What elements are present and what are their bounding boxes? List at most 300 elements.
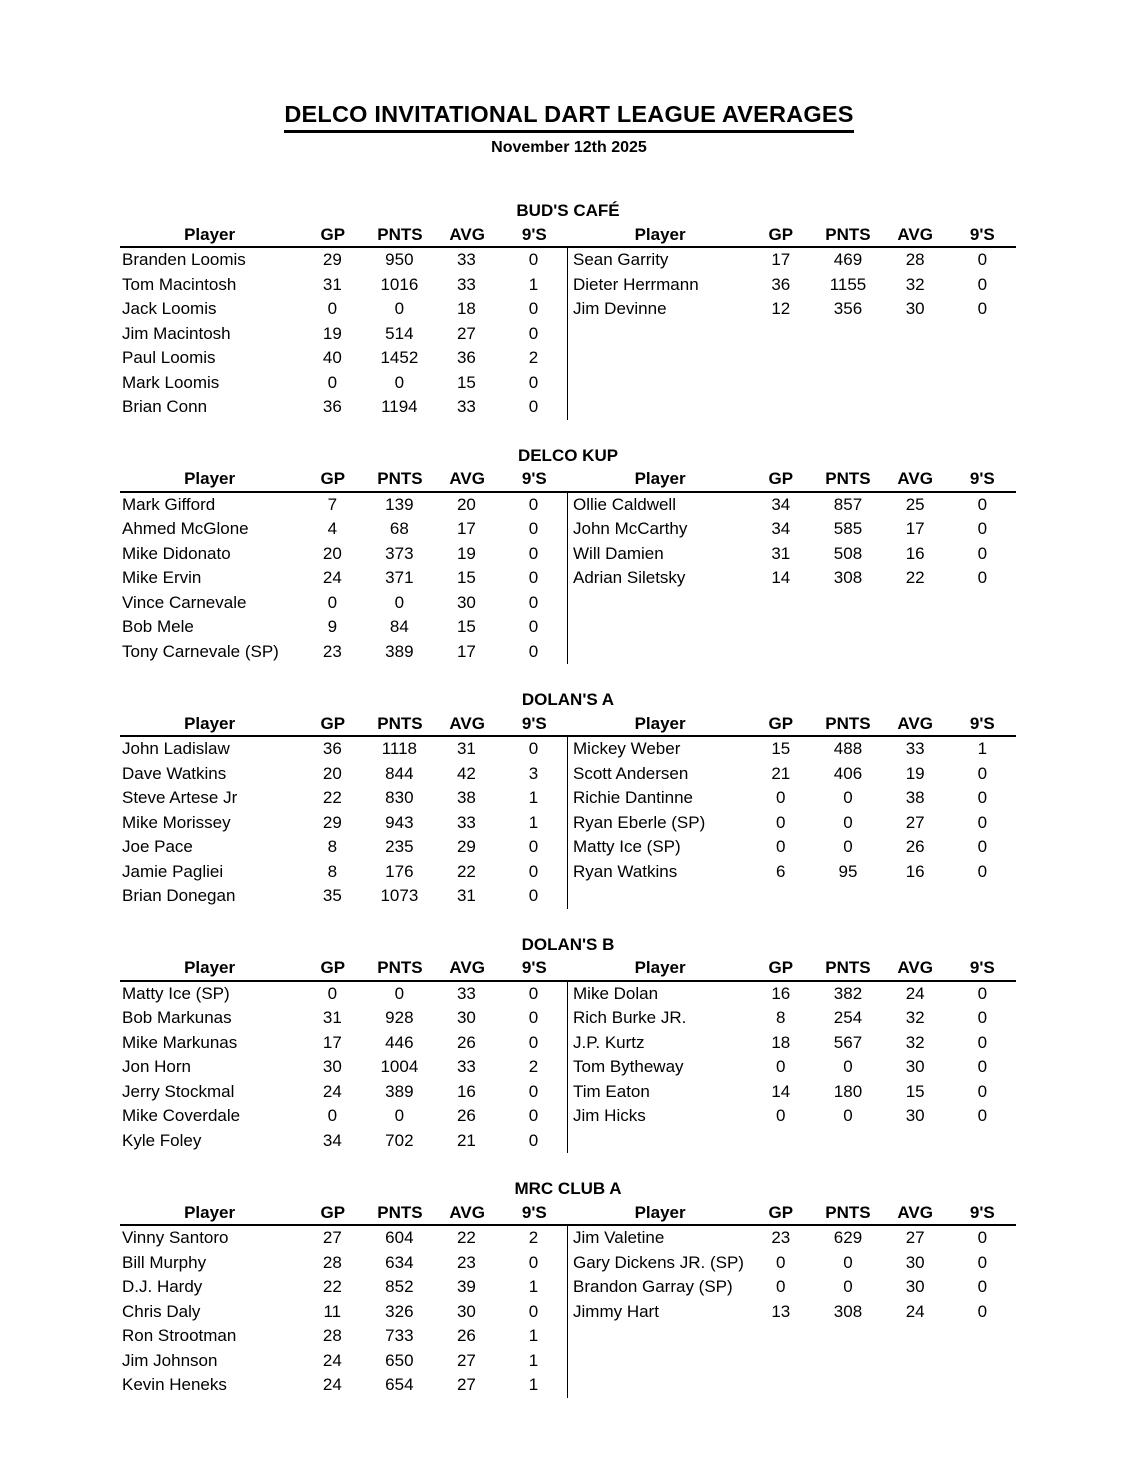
table-row: [120, 493, 567, 518]
column-header: Player: [184, 713, 236, 733]
stat-cell: 14: [771, 1081, 791, 1101]
stat-cell: 0: [327, 299, 338, 318]
stat-cell: 16: [771, 983, 791, 1003]
column-header: PNTS: [377, 958, 423, 977]
player-name-cell: Dieter Herrmann: [573, 274, 699, 294]
player-name-cell: Bill Murphy: [122, 1252, 207, 1272]
stat-cell: 38: [456, 788, 476, 807]
column-header: Player: [634, 469, 686, 488]
stat-cell: 2: [528, 1057, 539, 1076]
stat-cell: 0: [528, 983, 539, 1003]
table-row: [568, 1055, 1016, 1080]
table-row: [568, 786, 1016, 811]
table-row: [120, 884, 567, 909]
table-row: [568, 982, 1016, 1007]
stat-cell: 30: [905, 1106, 925, 1125]
stat-cell: 382: [833, 983, 863, 1003]
stat-cell: 389: [385, 641, 414, 661]
table-rows: [120, 248, 568, 420]
stat-cell: 928: [385, 1008, 414, 1027]
stat-cell: 446: [385, 1032, 414, 1052]
stat-cell: 25: [905, 494, 925, 514]
stat-cell: 27: [905, 812, 925, 832]
stat-cell: 6: [776, 861, 786, 881]
table-row: [120, 1055, 567, 1080]
stat-cell: 31: [771, 543, 791, 563]
table-row: [568, 297, 1016, 322]
table-row: [568, 811, 1016, 836]
player-name-cell: Dave Watkins: [122, 763, 227, 783]
stat-cell: 0: [776, 1106, 786, 1125]
stat-cell: 30: [905, 1277, 925, 1296]
table-row: [568, 737, 1016, 762]
stat-cell: 68: [389, 519, 409, 538]
table-row: [120, 737, 567, 762]
stat-cell: 26: [456, 1032, 476, 1052]
stat-cell: 29: [322, 812, 342, 832]
column-header: PNTS: [825, 958, 871, 977]
table-rows: [120, 737, 568, 909]
table-row: [120, 273, 567, 298]
column-header-row: [120, 468, 568, 493]
stat-cell: 17: [456, 519, 476, 538]
stat-cell: 0: [528, 1008, 539, 1027]
stat-cell: 0: [977, 861, 988, 881]
stat-cell: 26: [456, 1326, 476, 1345]
stat-cell: 33: [456, 250, 476, 269]
stat-cell: 39: [456, 1277, 476, 1296]
column-header: 9'S: [969, 958, 995, 977]
table-row: [568, 248, 1016, 273]
table-row: [120, 762, 567, 787]
stat-cell: 254: [833, 1008, 863, 1027]
player-name-cell: Sean Garrity: [573, 250, 669, 269]
stat-cell: 326: [385, 1301, 414, 1321]
player-name-cell: Jerry Stockmal: [122, 1081, 235, 1101]
stat-cell: 0: [776, 812, 786, 832]
stat-cell: 2: [528, 348, 539, 367]
player-name-cell: Chris Daly: [122, 1301, 201, 1321]
player-name-cell: Jim Johnson: [122, 1350, 218, 1370]
stat-cell: 2: [528, 1228, 539, 1247]
stat-cell: 32: [905, 274, 925, 294]
player-name-cell: Jon Horn: [122, 1057, 191, 1076]
player-name-cell: Kevin Heneks: [122, 1375, 227, 1394]
column-header: Player: [634, 1202, 686, 1222]
table-row: [568, 1251, 1016, 1276]
stat-cell: 16: [905, 543, 925, 563]
section-title: MRC CLUB A: [514, 1179, 622, 1198]
stat-cell: 1118: [381, 739, 418, 758]
stat-cell: 0: [843, 812, 853, 832]
stat-cell: 36: [322, 397, 342, 416]
player-name-cell: Mark Loomis: [122, 372, 220, 392]
stat-cell: 943: [385, 812, 414, 832]
left-table: [120, 468, 568, 664]
table-row: [120, 1031, 567, 1056]
column-header: PNTS: [825, 713, 871, 733]
stat-cell: 0: [528, 568, 539, 587]
stat-cell: 0: [776, 1057, 786, 1076]
league-section: [120, 444, 1016, 665]
stat-cell: 27: [456, 1375, 476, 1394]
stat-cell: 0: [528, 1032, 539, 1052]
stat-cell: 0: [528, 1252, 539, 1272]
column-header: GP: [768, 958, 794, 977]
stat-cell: 30: [905, 1057, 925, 1076]
stat-cell: 15: [771, 739, 791, 758]
stat-cell: 34: [771, 519, 791, 538]
stat-cell: 84: [389, 617, 409, 636]
stat-cell: 308: [833, 1301, 863, 1321]
section-tables: [120, 224, 1016, 420]
column-header: GP: [320, 224, 346, 244]
table-row: [568, 493, 1016, 518]
player-name-cell: Mark Gifford: [122, 494, 216, 514]
stat-cell: 0: [977, 763, 988, 783]
column-header: AVG: [897, 1202, 933, 1222]
stat-cell: 0: [977, 1032, 988, 1052]
section-title: BUD'S CAFÉ: [516, 201, 620, 220]
player-name-cell: John Ladislaw: [122, 739, 230, 758]
table-row: [120, 982, 567, 1007]
stat-cell: 26: [905, 837, 925, 856]
player-name-cell: Ollie Caldwell: [573, 494, 676, 514]
stat-cell: 38: [905, 788, 925, 807]
stat-cell: 0: [528, 250, 539, 269]
column-header: Player: [634, 224, 686, 244]
column-header: PNTS: [377, 469, 423, 488]
stat-cell: 18: [771, 1032, 791, 1052]
stat-cell: 0: [977, 983, 988, 1003]
player-name-cell: Jim Devinne: [573, 299, 667, 318]
table-row: [120, 1080, 567, 1105]
column-header-row: [120, 224, 568, 249]
stat-cell: 16: [456, 1081, 476, 1101]
stat-cell: 176: [385, 861, 414, 881]
player-name-cell: Jim Valetine: [573, 1228, 665, 1247]
column-header: AVG: [449, 713, 485, 733]
stat-cell: 30: [456, 1008, 476, 1027]
column-header: Player: [184, 224, 236, 244]
table-row: [120, 1373, 567, 1398]
table-row: [120, 542, 567, 567]
player-name-cell: Branden Loomis: [122, 250, 246, 269]
page-date: November 12th 2025: [491, 139, 647, 156]
column-header: 9'S: [521, 1202, 547, 1222]
stat-cell: 0: [977, 837, 988, 856]
stat-cell: 23: [456, 1252, 476, 1272]
player-name-cell: Mike Ervin: [122, 568, 202, 587]
player-name-cell: Vince Carnevale: [122, 592, 247, 612]
stat-cell: 15: [456, 372, 476, 392]
stat-cell: 33: [456, 1057, 476, 1076]
stat-cell: 0: [528, 1130, 539, 1150]
stat-cell: 629: [833, 1228, 863, 1247]
column-header: PNTS: [825, 224, 871, 244]
stat-cell: 22: [456, 1228, 476, 1247]
stat-cell: 1: [528, 1277, 539, 1296]
stat-cell: 16: [905, 861, 925, 881]
stat-cell: 4: [327, 519, 338, 538]
stat-cell: 0: [394, 299, 405, 318]
stat-cell: 19: [905, 763, 925, 783]
player-name-cell: Mike Coverdale: [122, 1106, 241, 1125]
stat-cell: 24: [322, 1081, 342, 1101]
stat-cell: 0: [528, 372, 539, 392]
stat-cell: 22: [322, 1277, 342, 1296]
stat-cell: 33: [456, 812, 476, 832]
stat-cell: 371: [385, 568, 414, 587]
stat-cell: 406: [833, 763, 863, 783]
stat-cell: 13: [771, 1301, 791, 1321]
stat-cell: 0: [776, 1277, 786, 1296]
stat-cell: 20: [456, 494, 476, 514]
column-header-row: [568, 1202, 1016, 1227]
stat-cell: 22: [322, 788, 342, 807]
stat-cell: 0: [977, 568, 988, 587]
player-name-cell: Kyle Foley: [122, 1130, 202, 1150]
player-name-cell: Mickey Weber: [573, 739, 681, 758]
table-row: [568, 1226, 1016, 1251]
table-row: [120, 1300, 567, 1325]
stat-cell: 830: [385, 788, 414, 807]
stat-cell: 22: [905, 568, 925, 587]
stat-cell: 0: [528, 1081, 539, 1101]
column-header: 9'S: [969, 1202, 995, 1222]
stat-cell: 0: [528, 739, 539, 758]
stat-cell: 852: [385, 1277, 414, 1296]
section-tables: [120, 957, 1016, 1153]
stat-cell: 1452: [380, 348, 419, 367]
column-header: 9'S: [969, 224, 995, 244]
table-row: [568, 1080, 1016, 1105]
table-row: [120, 566, 567, 591]
stat-cell: 20: [322, 763, 342, 783]
player-name-cell: Vinny Santoro: [122, 1228, 229, 1247]
column-header: GP: [320, 958, 346, 977]
stat-cell: 15: [905, 1081, 925, 1101]
player-name-cell: Brandon Garray (SP): [573, 1277, 733, 1296]
table-row: [120, 591, 567, 616]
stat-cell: 0: [528, 592, 539, 612]
player-name-cell: Mike Didonato: [122, 543, 231, 563]
column-header-row: [568, 468, 1016, 493]
player-name-cell: Paul Loomis: [122, 348, 216, 367]
column-header: AVG: [449, 469, 485, 488]
stat-cell: 3: [528, 763, 539, 783]
player-name-cell: Jamie Pagliei: [122, 861, 224, 881]
stat-cell: 24: [322, 1375, 342, 1394]
stat-cell: 0: [977, 788, 988, 807]
table-row: [568, 1300, 1016, 1325]
player-name-cell: Tony Carnevale (SP): [122, 641, 279, 661]
stat-cell: 0: [977, 1106, 988, 1125]
right-table: [568, 224, 1016, 420]
player-name-cell: Jim Hicks: [573, 1106, 646, 1125]
stat-cell: 24: [322, 568, 342, 587]
stat-cell: 36: [771, 274, 791, 294]
stat-cell: 23: [771, 1228, 791, 1247]
column-header-row: [120, 713, 568, 738]
stat-cell: 0: [528, 886, 539, 905]
table-rows: [120, 493, 568, 665]
right-table: [568, 1202, 1016, 1398]
column-header: PNTS: [377, 224, 423, 244]
player-name-cell: Jim Macintosh: [122, 323, 231, 343]
section-tables: [120, 713, 1016, 909]
column-header: GP: [320, 1202, 346, 1222]
stat-cell: 28: [905, 250, 925, 269]
stat-cell: 17: [905, 519, 925, 538]
table-row: [120, 322, 567, 347]
stat-cell: 1: [977, 739, 988, 758]
stat-cell: 0: [528, 617, 539, 636]
section-title: DELCO KUP: [517, 445, 619, 465]
table-rows: [568, 493, 1016, 591]
stat-cell: 30: [905, 1252, 925, 1272]
column-header: GP: [768, 713, 794, 733]
league-section: [120, 688, 1016, 909]
table-row: [568, 273, 1016, 298]
stat-cell: 950: [385, 250, 414, 269]
stat-cell: 1: [528, 1350, 539, 1370]
stat-cell: 15: [456, 617, 476, 636]
stat-cell: 0: [528, 397, 539, 416]
column-header: AVG: [897, 469, 933, 488]
table-row: [120, 1129, 567, 1154]
column-header: GP: [768, 469, 794, 488]
right-table: [568, 957, 1016, 1153]
stat-cell: 0: [977, 1252, 988, 1272]
stat-cell: 0: [843, 837, 853, 856]
stat-cell: 27: [456, 323, 476, 343]
column-header: AVG: [897, 958, 933, 977]
stat-cell: 0: [977, 1228, 988, 1247]
player-name-cell: Jimmy Hart: [573, 1301, 659, 1321]
stat-cell: 33: [456, 274, 476, 294]
column-header: 9'S: [521, 469, 547, 488]
player-name-cell: John McCarthy: [573, 519, 688, 538]
stat-cell: 0: [977, 519, 988, 538]
table-row: [568, 517, 1016, 542]
stat-cell: 1155: [829, 274, 867, 294]
stat-cell: 0: [394, 983, 405, 1003]
player-name-cell: Mike Morissey: [122, 812, 231, 832]
column-header: PNTS: [825, 1202, 871, 1222]
column-header: 9'S: [521, 958, 547, 977]
player-name-cell: Gary Dickens JR. (SP): [573, 1252, 744, 1272]
stat-cell: 26: [456, 1106, 476, 1125]
table-row: [568, 860, 1016, 885]
stat-cell: 17: [456, 641, 476, 661]
player-name-cell: Adrian Siletsky: [573, 568, 686, 587]
table-row: [120, 1006, 567, 1031]
stat-cell: 1004: [380, 1057, 419, 1076]
section-tables: [120, 1202, 1016, 1398]
stat-cell: 733: [385, 1326, 414, 1345]
stat-cell: 0: [528, 323, 539, 343]
stat-cell: 24: [322, 1350, 342, 1370]
column-header: AVG: [897, 224, 933, 244]
stat-cell: 0: [528, 837, 539, 856]
player-name-cell: Jack Loomis: [122, 299, 217, 318]
stat-cell: 17: [771, 250, 791, 269]
stat-cell: 650: [385, 1350, 414, 1370]
stat-cell: 857: [833, 494, 863, 514]
stat-cell: 1: [528, 1375, 539, 1394]
stat-cell: 585: [833, 519, 863, 538]
stat-cell: 19: [456, 543, 476, 563]
player-name-cell: Ryan Watkins: [573, 861, 678, 881]
table-row: [120, 346, 567, 371]
stat-cell: 0: [977, 250, 988, 269]
table-row: [568, 566, 1016, 591]
stat-cell: 0: [327, 1106, 338, 1125]
player-name-cell: Brian Conn: [122, 397, 208, 416]
column-header: 9'S: [521, 713, 547, 733]
stat-cell: 634: [385, 1252, 414, 1272]
stat-cell: 0: [843, 1106, 853, 1125]
stat-cell: 0: [528, 1301, 539, 1321]
player-name-cell: J.P. Kurtz: [573, 1032, 645, 1052]
page-title: DELCO INVITATIONAL DART LEAGUE AVERAGES: [284, 101, 853, 133]
stat-cell: 488: [833, 739, 863, 758]
player-name-cell: Rich Burke JR.: [573, 1008, 687, 1027]
stat-cell: 0: [394, 1106, 405, 1125]
stat-cell: 1: [528, 788, 539, 807]
stat-cell: 36: [322, 739, 342, 758]
stat-cell: 30: [322, 1057, 342, 1076]
stat-cell: 0: [327, 372, 338, 392]
stat-cell: 1: [528, 812, 539, 832]
table-row: [120, 395, 567, 420]
player-name-cell: Richie Dantinne: [573, 788, 694, 807]
stat-cell: 654: [385, 1375, 414, 1394]
player-name-cell: Mike Markunas: [122, 1032, 238, 1052]
table-rows: [568, 248, 1016, 322]
player-name-cell: Steve Artese Jr: [122, 788, 238, 807]
stat-cell: 139: [385, 494, 414, 514]
column-header: 9'S: [969, 469, 995, 488]
table-row: [120, 1349, 567, 1374]
table-row: [568, 1104, 1016, 1129]
table-row: [568, 835, 1016, 860]
player-name-cell: Matty Ice (SP): [122, 983, 230, 1003]
stat-cell: 23: [322, 641, 342, 661]
stat-cell: 1: [528, 1326, 539, 1345]
table-row: [120, 1104, 567, 1129]
stat-cell: 0: [977, 1057, 988, 1076]
stat-cell: 235: [385, 837, 414, 856]
table-row: [568, 542, 1016, 567]
stat-cell: 0: [843, 788, 853, 807]
stat-cell: 508: [833, 543, 863, 563]
stat-cell: 36: [456, 348, 476, 367]
stat-cell: 1016: [380, 274, 419, 294]
table-rows: [120, 982, 568, 1154]
stat-cell: 42: [456, 763, 476, 783]
player-name-cell: Mike Dolan: [573, 983, 659, 1003]
column-header: PNTS: [825, 469, 871, 488]
stat-cell: 356: [833, 299, 863, 318]
stat-cell: 35: [322, 886, 342, 905]
section-title: DOLAN'S A: [521, 690, 615, 709]
stat-cell: 0: [528, 299, 539, 318]
table-row: [120, 640, 567, 665]
stat-cell: 18: [456, 299, 476, 318]
stat-cell: 31: [322, 274, 342, 294]
